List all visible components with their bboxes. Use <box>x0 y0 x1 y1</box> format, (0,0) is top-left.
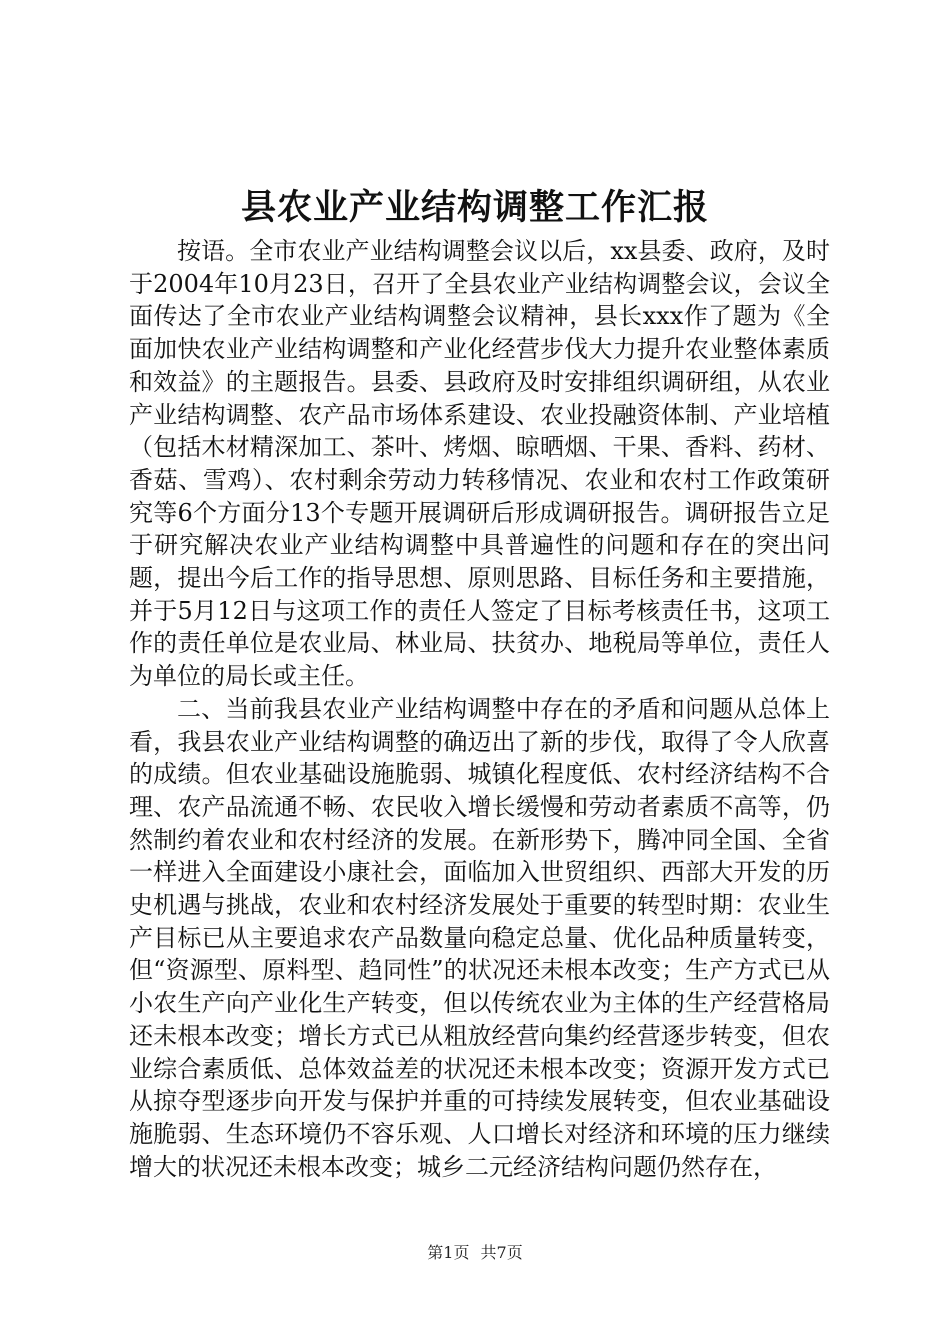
page-total: 共7页 <box>480 1243 523 1262</box>
document-body <box>129 235 830 1183</box>
paragraph-preface: 按语。全市农业产业结构调整会议以后，xx县委、政府，及时于2004年10月23日，召开了全县农业产业结构调整会议，会议全面传达了全市农业产业结构调整会议精神，县长xxx作了题为《全面加快农业产业结构调整和产业化经营步伐大力提升农业整体素质和效益》的主题报告。县委、县政府及时安排组织调研组，从农业产业结构调整、农产品市场体系建设、农业投融资体制、产业培植（包括木材精深加工、茶叶、烤烟、晾晒烟、干果、香料、药材、香菇、雪鸡）、农村剩余劳动力转移情况、农业和农村工作政策研究等6个方面分13个专题开展调研后形成调研报告。调研报告立足于研究解决农业产业结构调整中具普遍性的问题和存在的突出问题，提出今后工作的指导思想、原则思路、目标任务和主要措施，并于5月12日与这项工作的责任人签定了目标考核责任书，这项工作的责任单位是农业局、林业局、扶贫办、地税局等单位，责任人为单位的局长或主任。 <box>129 237 830 691</box>
page-number: 第1页 <box>427 1243 470 1262</box>
document-title: 县农业产业结构调整工作汇报 <box>240 187 709 228</box>
paragraph-section-two: 二、当前我县农业产业结构调整中存在的矛盾和问题从总体上看，我县农业产业结构调整的确迈出了新的步伐，取得了令人欣喜的成绩。但农业基础设施脆弱、城镇化程度低、农村经济结构不合理、农产品流通不畅、农民收入增长缓慢和劳动者素质不高等，仍然制约着农业和农村经济的发展。在新形势下，腾冲同全国、全省一样进入全面建设小康社会，面临加入世贸组织、西部大开发的历史机遇与挑战，农业和农村经济发展处于重要的转型时期：农业生产目标已从主要追求农产品数量向稳定总量、优化品种质量转变，但“资源型、原料型、趋同性”的状况还未根本改变；生产方式已从小农生产向产业化生产转变，但以传统农业为主体的生产经营格局还未根本改变；增长方式已从粗放经营向集约经营逐步转变，但农业综合素质低、总体效益差的状况还未根本改变；资源开发方式已从掠夺型逐步向开发与保护并重的可持续发展转变，但农业基础设施脆弱、生态环境仍不容乐观、人口增长对经济和环境的压力继续增大的状况还未根本改变；城乡二元经济结构问题仍然存在， <box>129 694 830 1181</box>
page-footer <box>0 1243 950 1263</box>
